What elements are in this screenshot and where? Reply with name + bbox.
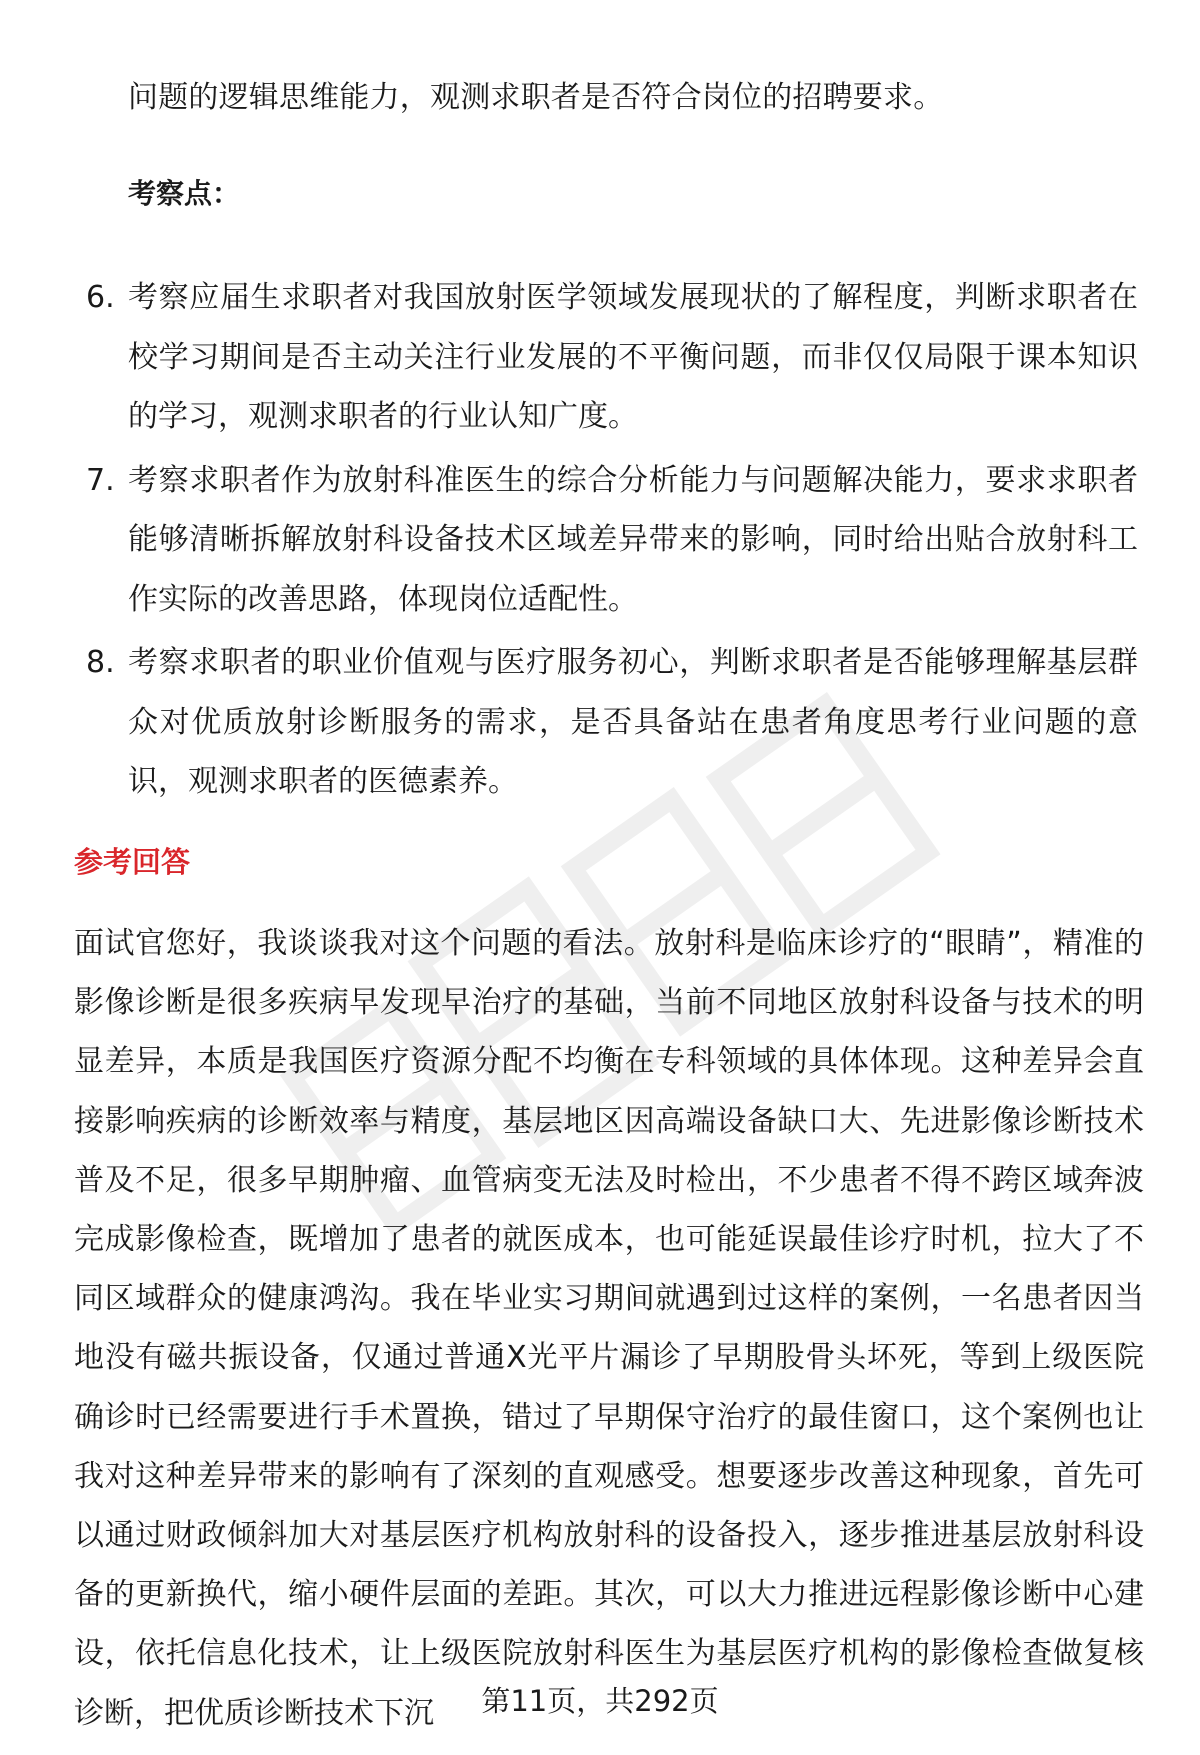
criteria-item-text: 考察应届生求职者对我国放射医学领域发展现状的了解程度，判断求职者在校学习期间是否主动关注行业发展的不平衡问题，而非仅仅局限于课本知识的学习，观测求职者的行业认知广度。 (128, 280, 1138, 434)
section-label-assessment-points: 考察点： (128, 177, 241, 210)
criteria-item-text: 考察求职者作为放射科准医生的综合分析能力与问题解决能力，要求求职者能够清晰拆解放射科设备技术区域差异带来的影响，同时给出贴合放射科工作实际的改善思路，体现岗位适配性。 (128, 462, 1138, 617)
reference-answer-heading: 参考回答 (74, 845, 191, 879)
criteria-item-text: 考察求职者的职业价值观与医疗服务初心，判断求职者是否能够理解基层群众对优质放射诊断服务的需求，是否具备站在患者角度思考行业问题的意识，观测求职者的医德素养。 (128, 645, 1138, 799)
criteria-item-number: 7. (86, 462, 115, 498)
page-number-footer: 第11页，共292页 (481, 1684, 719, 1718)
intro-continuation-line: 问题的逻辑思维能力，观测求职者是否符合岗位的招聘要求。 (128, 80, 944, 115)
criteria-item-number: 8. (86, 645, 115, 680)
assessment-criteria-list (0, 268, 1200, 816)
criteria-item (0, 451, 1200, 630)
reference-answer-body: 面试官您好，我谈谈我对这个问题的看法。放射科是临床诊疗的“眼睛”，精准的影像诊断是很多疾病早发现早治疗的基础，当前不同地区放射科设备与技术的明显差异，本质是我国医疗资源分配不均衡在专科领域的具体体现。这种差异会直接影响疾病的诊断效率与精度，基层地区因高端设备缺口大、先进影像诊断技术普及不足，很多早期肿瘤、血管病变无法及时检出，不少患者不得不跨区域奔波完成影像检查，既增加了患者的就医成本，也可能延误最佳诊疗时机，拉大了不同区域群众的健康鸿沟。我在毕业实习期间就遇到过这样的案例，一名患者因当地没有磁共振设备，仅通过普通X光平片漏诊了早期股骨头坏死，等到上级医院确诊时已经需要进行手术置换，错过了早期保守治疗的最佳窗口，这个案例也让我对这种差异带来的影响有了深刻的直观感受。想要逐步改善这种现象，首先可以通过财政倾斜加大对基层医疗机构放射科的设备投入，逐步推进基层放射科设备的更新换代，缩小硬件层面的差距。其次，可以大力推进远程影像诊断中心建设，依托信息化技术，让上级医院放射科医生为基层医疗机构的影像检查做复核诊断，把优质诊断技术下沉 (74, 926, 1144, 1731)
criteria-item-number: 6. (86, 280, 115, 315)
criteria-item (0, 633, 1200, 812)
criteria-item (0, 268, 1200, 447)
